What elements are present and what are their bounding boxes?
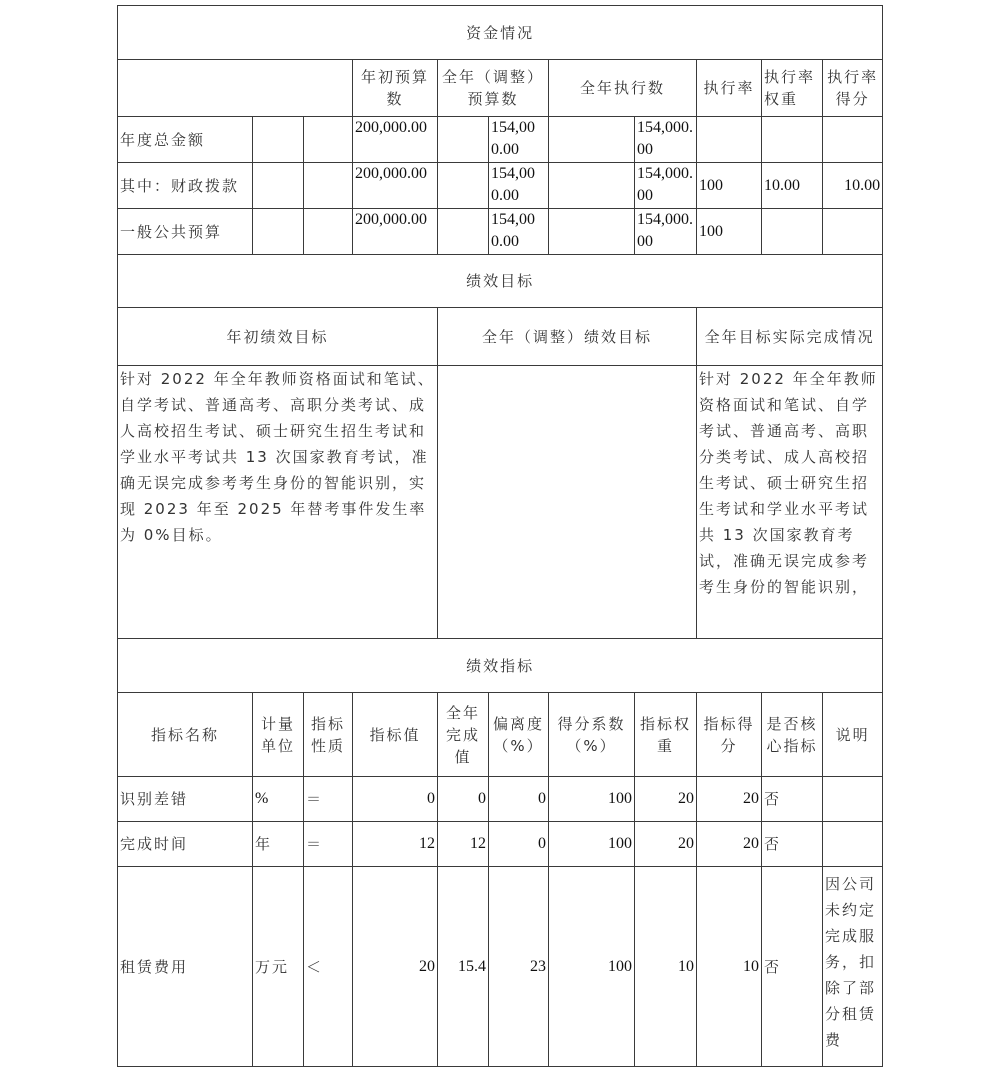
funds-exec-rate: 100 [697, 209, 762, 255]
funds-weight: 10.00 [762, 163, 823, 209]
metric-name: 完成时间 [118, 822, 253, 867]
funds-row-blank [438, 117, 489, 163]
metric-actual: 15.4 [438, 867, 489, 1067]
performance-report-table [117, 5, 882, 1067]
goals-section-title-row [118, 255, 883, 308]
header-unit: 计量单位 [253, 693, 304, 777]
funds-row [118, 117, 883, 163]
metric-actual: 12 [438, 822, 489, 867]
metric-row [118, 777, 883, 822]
metric-nature: ＝ [304, 822, 353, 867]
header-core-metric: 是否核心指标 [762, 693, 823, 777]
metric-unit: 年 [253, 822, 304, 867]
metric-deviation: 23 [489, 867, 549, 1067]
metric-nature: ＜ [304, 867, 353, 1067]
metric-name: 识别差错 [118, 777, 253, 822]
metric-score-coef: 100 [549, 867, 635, 1067]
report-table [117, 5, 883, 1067]
metric-deviation: 0 [489, 822, 549, 867]
funds-row-blank [253, 163, 304, 209]
metric-target: 0 [353, 777, 438, 822]
metric-deviation: 0 [489, 777, 549, 822]
header-executed: 全年执行数 [549, 60, 697, 117]
metric-unit: % [253, 777, 304, 822]
metric-score-coef: 100 [549, 777, 635, 822]
funds-adjusted-budget: 154,000.00 [489, 117, 549, 163]
goals-content-row [118, 366, 883, 639]
header-actual-completion: 全年目标实际完成情况 [697, 308, 883, 366]
adjusted-goal-text [438, 366, 697, 639]
header-metric-weight: 指标权重 [635, 693, 697, 777]
goals-header-row [118, 308, 883, 366]
header-initial-goal: 年初绩效目标 [118, 308, 438, 366]
funds-row-blank [304, 163, 353, 209]
funds-section-title: 资金情况 [118, 6, 883, 60]
funds-score: 10.00 [823, 163, 883, 209]
header-target-value: 指标值 [353, 693, 438, 777]
actual-completion-text: 针对 2022 年全年教师资格面试和笔试、自学考试、普通高考、高职分类考试、成人高校招生考试、硕士研究生招生考试和学业水平考试共 13 次国家教育考试，准确无误完成参考考生身份的智能识别， [697, 366, 883, 639]
funds-initial-budget: 200,000.00 [353, 209, 438, 255]
metric-score-coef: 100 [549, 822, 635, 867]
header-actual-value: 全年完成值 [438, 693, 489, 777]
funds-adjusted-budget: 154,000.00 [489, 163, 549, 209]
funds-row-blank [549, 117, 635, 163]
metric-note: 因公司未约定完成服务，扣除了部分租赁费 [823, 867, 883, 1067]
funds-row-blank [253, 117, 304, 163]
metric-score: 10 [697, 867, 762, 1067]
funds-executed: 154,000.00 [635, 117, 697, 163]
metric-weight: 20 [635, 777, 697, 822]
funds-adjusted-budget: 154,000.00 [489, 209, 549, 255]
funds-row-blank [438, 163, 489, 209]
funds-row-blank [304, 117, 353, 163]
funds-header-row [118, 60, 883, 117]
header-exec-rate-score: 执行率得分 [823, 60, 883, 117]
header-exec-rate-weight: 执行率权重 [762, 60, 823, 117]
metric-name: 租赁费用 [118, 867, 253, 1067]
funds-section-title-row [118, 6, 883, 60]
metric-target: 12 [353, 822, 438, 867]
funds-initial-budget: 200,000.00 [353, 163, 438, 209]
metric-row [118, 867, 883, 1067]
funds-exec-rate: 100 [697, 163, 762, 209]
funds-row-blank [253, 209, 304, 255]
metrics-section-title-row [118, 639, 883, 693]
metric-core: 否 [762, 777, 823, 822]
metric-row [118, 822, 883, 867]
funds-row-label: 一般公共预算 [118, 209, 253, 255]
header-score-coef: 得分系数（%） [549, 693, 635, 777]
metric-score: 20 [697, 777, 762, 822]
header-deviation: 偏离度（%） [489, 693, 549, 777]
metric-weight: 10 [635, 867, 697, 1067]
header-metric-name: 指标名称 [118, 693, 253, 777]
metric-note [823, 822, 883, 867]
funds-row-label: 年度总金额 [118, 117, 253, 163]
funds-row [118, 163, 883, 209]
metric-actual: 0 [438, 777, 489, 822]
funds-score [823, 117, 883, 163]
header-initial-budget: 年初预算数 [353, 60, 438, 117]
funds-initial-budget: 200,000.00 [353, 117, 438, 163]
funds-header-blank [118, 60, 353, 117]
funds-executed: 154,000.00 [635, 209, 697, 255]
metric-target: 20 [353, 867, 438, 1067]
metrics-header-row [118, 693, 883, 777]
funds-row-blank [438, 209, 489, 255]
metric-core: 否 [762, 822, 823, 867]
funds-row-blank [549, 209, 635, 255]
metric-note [823, 777, 883, 822]
initial-goal-text: 针对 2022 年全年教师资格面试和笔试、自学考试、普通高考、高职分类考试、成人高校招生考试、硕士研究生招生考试和学业水平考试共 13 次国家教育考试，准确无误完成参考考生身份的智能识别，实现 2023 年至 2025 年替考事件发生率为 0%目标。 [118, 366, 438, 639]
funds-row-blank [549, 163, 635, 209]
funds-weight [762, 209, 823, 255]
goals-section-title: 绩效目标 [118, 255, 883, 308]
funds-row-label: 其中：财政拨款 [118, 163, 253, 209]
funds-score [823, 209, 883, 255]
funds-executed: 154,000.00 [635, 163, 697, 209]
metric-weight: 20 [635, 822, 697, 867]
funds-row [118, 209, 883, 255]
funds-weight [762, 117, 823, 163]
header-exec-rate: 执行率 [697, 60, 762, 117]
metric-score: 20 [697, 822, 762, 867]
metric-nature: ＝ [304, 777, 353, 822]
header-nature: 指标性质 [304, 693, 353, 777]
header-metric-score: 指标得分 [697, 693, 762, 777]
metric-unit: 万元 [253, 867, 304, 1067]
header-adjusted-budget: 全年（调整）预算数 [438, 60, 549, 117]
funds-row-blank [304, 209, 353, 255]
metrics-section-title: 绩效指标 [118, 639, 883, 693]
funds-exec-rate [697, 117, 762, 163]
header-note: 说明 [823, 693, 883, 777]
header-adjusted-goal: 全年（调整）绩效目标 [438, 308, 697, 366]
metric-core: 否 [762, 867, 823, 1067]
